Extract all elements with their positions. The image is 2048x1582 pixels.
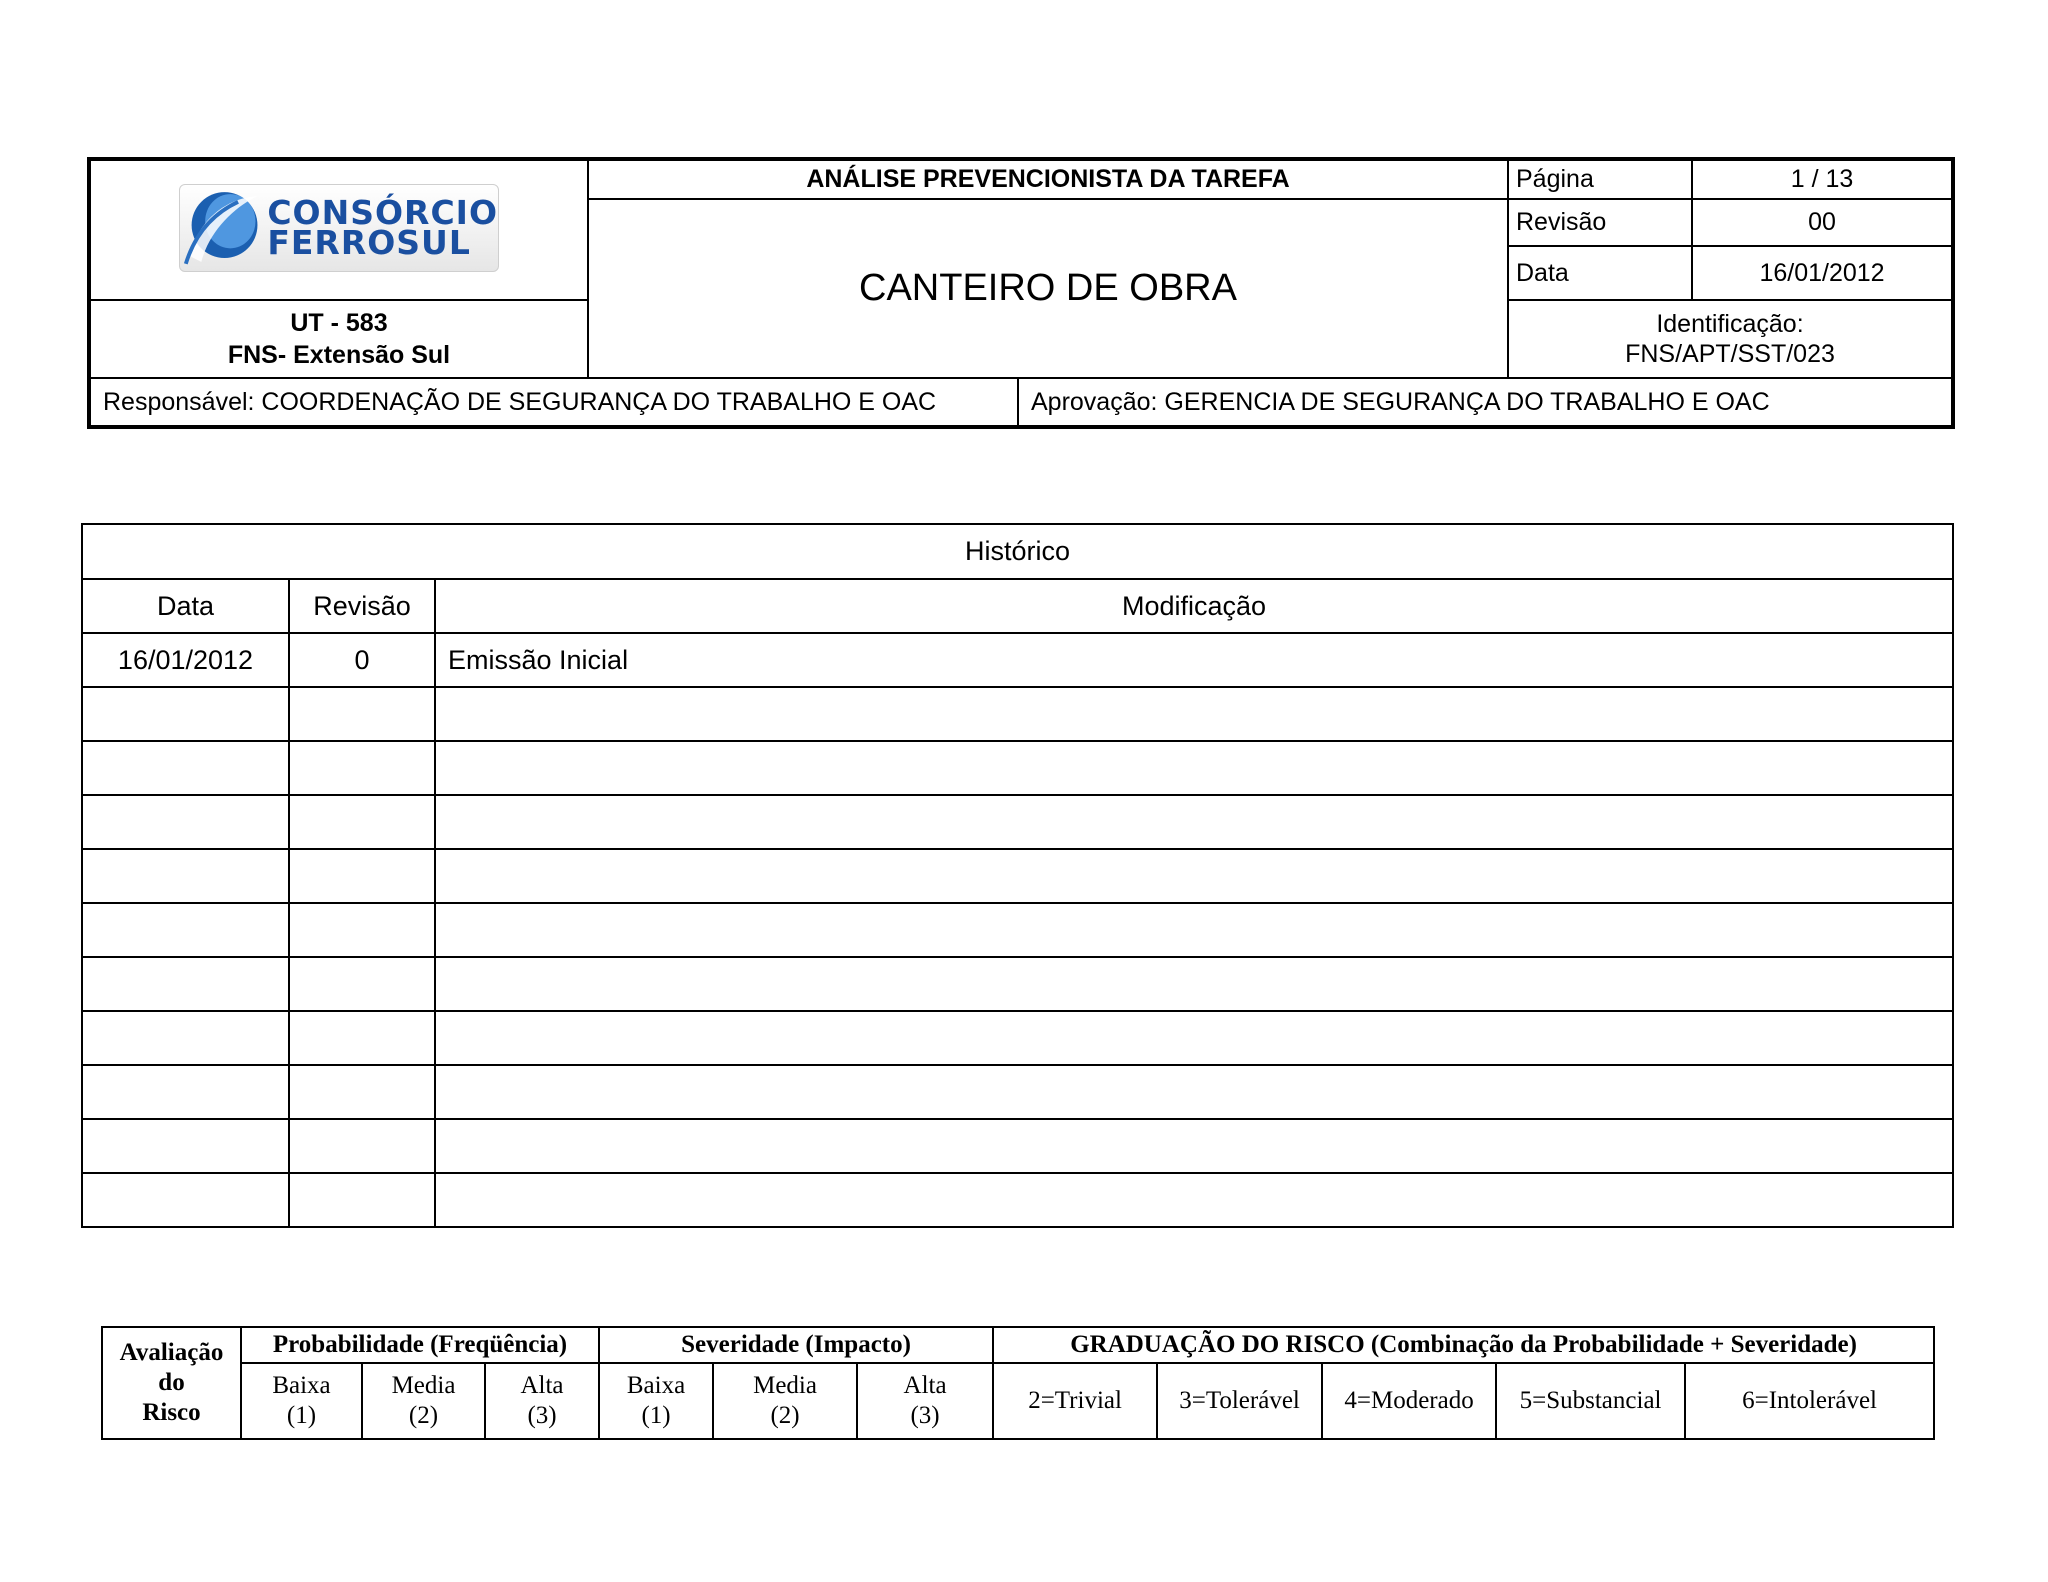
table-row (82, 903, 1953, 957)
logo-text (267, 193, 498, 262)
probability-low-name: Baixa (272, 1372, 331, 1399)
risk-legend-table (101, 1326, 1935, 1440)
unit-code: UT - 583 (290, 309, 388, 337)
probability-low-value: (1) (286, 1402, 317, 1429)
revision-value: 00 (1692, 199, 1953, 246)
history-table (81, 523, 1954, 1228)
row-revision: 0 (289, 633, 435, 687)
severity-header: Severidade (Impacto) (599, 1327, 993, 1363)
grade-moderate: 4=Moderado (1322, 1363, 1496, 1439)
row-modification (435, 687, 1953, 741)
approval: Aprovação: GERENCIA DE SEGURANÇA DO TRABALHO E OAC (1018, 378, 1953, 427)
table-row (82, 741, 1953, 795)
probability-high (485, 1363, 599, 1439)
document-title: CANTEIRO DE OBRA (588, 199, 1508, 378)
row-modification (435, 903, 1953, 957)
risk-label-line-1: Avaliação (119, 1339, 224, 1366)
row-modification (435, 1173, 1953, 1227)
page-label: Página (1508, 159, 1692, 199)
probability-medium-value: (2) (408, 1402, 439, 1429)
table-row (82, 1173, 1953, 1227)
row-revision (289, 1011, 435, 1065)
logo-line-1: CONSÓRCIO (267, 193, 498, 232)
row-revision (289, 1119, 435, 1173)
row-revision (289, 903, 435, 957)
severity-high-name: Alta (903, 1372, 947, 1399)
grade-trivial: 2=Trivial (993, 1363, 1157, 1439)
responsible: Responsável: COORDENAÇÃO DE SEGURANÇA DO TRABALHO E OAC (89, 378, 1018, 427)
row-date (82, 687, 289, 741)
severity-medium-name: Media (753, 1372, 817, 1399)
history-title: Histórico (82, 524, 1953, 579)
table-row (82, 849, 1953, 903)
row-date (82, 1065, 289, 1119)
table-row (82, 1119, 1953, 1173)
logo-line-2: FERROSUL (267, 223, 471, 262)
probability-high-value: (3) (527, 1402, 557, 1429)
probability-high-name: Alta (520, 1372, 564, 1399)
row-revision (289, 1065, 435, 1119)
severity-medium-value: (2) (770, 1402, 800, 1429)
col-header-date: Data (82, 579, 289, 633)
row-date (82, 1173, 289, 1227)
identification-label: Identificação: (1656, 310, 1804, 338)
logo-emblem-icon (180, 187, 261, 269)
row-date: 16/01/2012 (82, 633, 289, 687)
row-date (82, 1011, 289, 1065)
revision-label: Revisão (1508, 199, 1692, 246)
row-modification (435, 1011, 1953, 1065)
probability-header: Probabilidade (Freqüência) (241, 1327, 599, 1363)
risk-evaluation-label (102, 1327, 241, 1439)
grading-header: GRADUAÇÃO DO RISCO (Combinação da Probabilidade + Severidade) (993, 1327, 1934, 1363)
row-date (82, 957, 289, 1011)
risk-label-line-2: do (158, 1369, 185, 1396)
identification-value: FNS/APT/SST/023 (1625, 340, 1835, 368)
doc-type: ANÁLISE PREVENCIONISTA DA TAREFA (588, 159, 1508, 199)
col-header-modification: Modificação (435, 579, 1953, 633)
row-modification (435, 957, 1953, 1011)
row-modification (435, 795, 1953, 849)
row-date (82, 1119, 289, 1173)
page-value: 1 / 13 (1692, 159, 1953, 199)
row-date (82, 849, 289, 903)
severity-low (599, 1363, 713, 1439)
row-modification (435, 1119, 1953, 1173)
logo-cell (89, 159, 588, 300)
row-revision (289, 957, 435, 1011)
table-row (82, 1065, 1953, 1119)
severity-high (857, 1363, 993, 1439)
severity-low-name: Baixa (626, 1372, 686, 1399)
document-header (87, 157, 1955, 429)
severity-medium (713, 1363, 857, 1439)
table-row (82, 795, 1953, 849)
col-header-revision: Revisão (289, 579, 435, 633)
company-logo (179, 184, 499, 272)
severity-low-value: (1) (641, 1402, 671, 1429)
table-row (82, 957, 1953, 1011)
grade-tolerable: 3=Tolerável (1157, 1363, 1322, 1439)
row-revision (289, 687, 435, 741)
severity-high-value: (3) (910, 1402, 940, 1429)
unit-cell (89, 300, 588, 378)
probability-medium-name: Media (391, 1372, 456, 1399)
date-value: 16/01/2012 (1692, 246, 1953, 300)
grade-intolerable: 6=Intolerável (1685, 1363, 1934, 1439)
row-modification (435, 741, 1953, 795)
probability-medium (362, 1363, 485, 1439)
row-date (82, 795, 289, 849)
date-label: Data (1508, 246, 1692, 300)
row-revision (289, 741, 435, 795)
row-revision (289, 1173, 435, 1227)
row-revision (289, 849, 435, 903)
identification-cell (1508, 300, 1953, 378)
table-row (82, 687, 1953, 741)
row-modification (435, 1065, 1953, 1119)
row-modification (435, 849, 1953, 903)
probability-low (241, 1363, 362, 1439)
table-row (82, 1011, 1953, 1065)
row-date (82, 903, 289, 957)
grade-substantial: 5=Substancial (1496, 1363, 1685, 1439)
unit-name: FNS- Extensão Sul (227, 341, 451, 369)
risk-label-line-3: Risco (142, 1399, 201, 1426)
row-modification: Emissão Inicial (435, 633, 1953, 687)
row-date (82, 741, 289, 795)
row-revision (289, 795, 435, 849)
table-row (82, 633, 1953, 687)
